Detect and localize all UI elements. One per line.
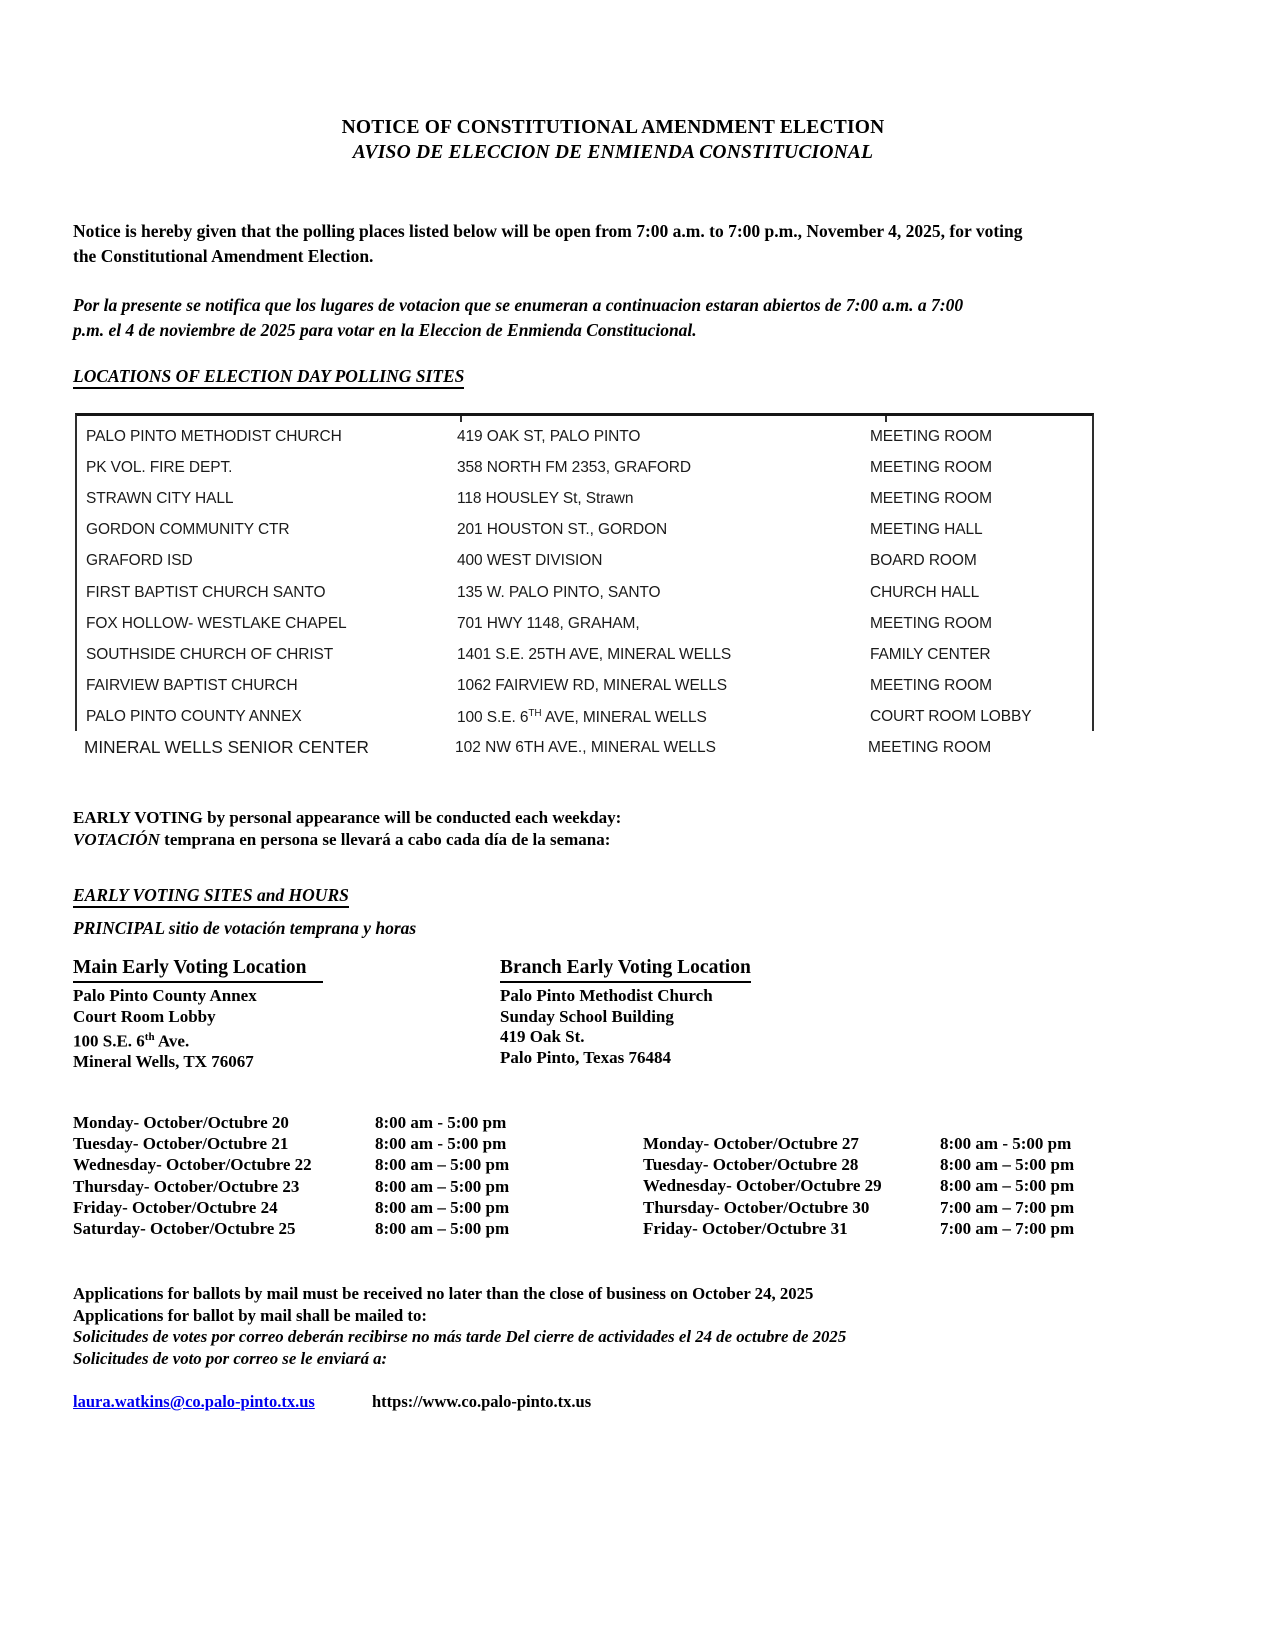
schedule-row bbox=[73, 1218, 593, 1239]
spanish-term: VOTACIÓN bbox=[73, 830, 160, 849]
room-cell: FAMILY CENTER bbox=[870, 645, 991, 663]
address-line: Palo Pinto County Annex bbox=[73, 986, 257, 1005]
address-cell: 1401 S.E. 25TH AVE, MINERAL WELLS bbox=[457, 645, 732, 663]
room-cell: MEETING HALL bbox=[870, 521, 983, 539]
address-line: Court Room Lobby bbox=[73, 1006, 216, 1026]
notice-paragraph-english bbox=[73, 219, 1213, 269]
polling-sites-table bbox=[75, 413, 1094, 731]
site-cell: GRAFORD ISD bbox=[86, 552, 193, 570]
schedule-row bbox=[73, 1133, 593, 1154]
early-voting-announcement bbox=[73, 807, 1173, 851]
site-cell: SOUTHSIDE CHURCH OF CHRIST bbox=[86, 645, 334, 663]
main-location-address bbox=[73, 986, 503, 1073]
room-cell: MEETING ROOM bbox=[870, 614, 992, 632]
branch-location-heading: Branch Early Voting Location bbox=[500, 956, 751, 983]
website-url: https://www.co.palo-pinto.tx.us bbox=[372, 1392, 592, 1411]
address-cell: 118 HOUSLEY St, Strawn bbox=[457, 489, 634, 507]
table-row bbox=[77, 515, 1092, 546]
schedule-day: Friday- October/Octubre 24 bbox=[73, 1197, 278, 1217]
schedule-day: Wednesday- October/Octubre 22 bbox=[73, 1155, 312, 1175]
schedule-row bbox=[643, 1218, 1163, 1239]
email-link[interactable]: laura.watkins@co.palo-pinto.tx.us bbox=[73, 1392, 315, 1411]
site-cell: MINERAL WELLS SENIOR CENTER bbox=[84, 737, 369, 757]
schedule-hours: 7:00 am – 7:00 pm bbox=[940, 1197, 1075, 1217]
site-cell: FIRST BAPTIST CHURCH SANTO bbox=[86, 583, 326, 601]
polling-sites-rows bbox=[77, 416, 1092, 733]
schedule-day: Saturday- October/Octubre 25 bbox=[73, 1219, 296, 1239]
text-line bbox=[73, 829, 1173, 851]
table-row bbox=[77, 608, 1092, 639]
table-row bbox=[77, 421, 1092, 452]
site-cell: PALO PINTO METHODIST CHURCH bbox=[86, 427, 342, 445]
schedule-hours: 7:00 am – 7:00 pm bbox=[940, 1218, 1075, 1238]
schedule-row bbox=[73, 1176, 593, 1197]
table-row bbox=[77, 671, 1092, 702]
site-cell: PALO PINTO COUNTY ANNEX bbox=[86, 708, 302, 726]
room-cell: MEETING ROOM bbox=[870, 458, 992, 476]
schedule-hours: 8:00 am - 5:00 pm bbox=[375, 1134, 507, 1154]
locations-heading: LOCATIONS OF ELECTION DAY POLLING SITES bbox=[73, 365, 464, 388]
table-row-overflow bbox=[75, 733, 1090, 762]
schedule-day: Monday- October/Octubre 27 bbox=[643, 1134, 859, 1153]
mail-ballot-instructions bbox=[73, 1283, 1213, 1369]
early-voting-sites-heading: EARLY VOTING SITES and HOURS bbox=[73, 884, 349, 906]
table-row bbox=[77, 546, 1092, 577]
address-line: Palo Pinto Methodist Church bbox=[500, 986, 713, 1005]
address-line: Mineral Wells, TX 76067 bbox=[73, 1052, 254, 1072]
schedule-day: Friday- October/Octubre 31 bbox=[643, 1218, 848, 1238]
schedule-hours: 8:00 am – 5:00 pm bbox=[940, 1176, 1075, 1196]
schedule-hours: 8:00 am – 5:00 pm bbox=[940, 1155, 1075, 1175]
schedule-hours: 8:00 am – 5:00 pm bbox=[375, 1155, 510, 1175]
schedule-row bbox=[643, 1197, 1163, 1218]
site-cell: PK VOL. FIRE DEPT. bbox=[86, 458, 233, 476]
schedule-row bbox=[73, 1154, 593, 1175]
notice-paragraph-spanish bbox=[73, 293, 1213, 343]
address-cell: 201 HOUSTON ST., GORDON bbox=[457, 521, 668, 539]
room-cell: COURT ROOM LOBBY bbox=[870, 708, 1032, 726]
text-line: the Constitutional Amendment Election. bbox=[73, 246, 374, 266]
schedule-row bbox=[643, 1133, 1163, 1154]
text-line: EARLY VOTING by personal appearance will be conducted each weekday: bbox=[73, 808, 622, 827]
room-cell: CHURCH HALL bbox=[870, 583, 980, 601]
site-cell: FAIRVIEW BAPTIST CHURCH bbox=[86, 677, 298, 695]
address-cell: 419 OAK ST, PALO PINTO bbox=[457, 427, 641, 445]
title-spanish: AVISO DE ELECCION DE ENMIENDA CONSTITUCIONAL bbox=[352, 142, 874, 163]
title-english: NOTICE OF CONSTITUTIONAL AMENDMENT ELECTION bbox=[341, 117, 885, 138]
site-cell: STRAWN CITY HALL bbox=[86, 489, 234, 507]
text-line: Solicitudes de voto por correo se le enviará a: bbox=[73, 1348, 388, 1368]
address-cell: 135 W. PALO PINTO, SANTO bbox=[457, 583, 661, 601]
table-row bbox=[77, 702, 1092, 733]
ordinal-superscript: TH bbox=[528, 707, 542, 719]
schedule-day: Thursday- October/Octubre 30 bbox=[643, 1197, 870, 1217]
schedule-hours: 8:00 am – 5:00 pm bbox=[375, 1176, 510, 1196]
address-cell: 102 NW 6TH AVE., MINERAL WELLS bbox=[455, 738, 716, 756]
early-voting-sites-subheading: PRINCIPAL sitio de votación temprana y horas bbox=[73, 918, 417, 938]
schedule-day: Wednesday- October/Octubre 29 bbox=[643, 1176, 882, 1196]
room-cell: MEETING ROOM bbox=[870, 677, 992, 695]
schedule-hours: 8:00 am – 5:00 pm bbox=[375, 1197, 510, 1217]
schedule-day: Thursday- October/Octubre 23 bbox=[73, 1176, 300, 1196]
address-line: 100 S.E. 6th Ave. bbox=[73, 1031, 190, 1051]
text-line: Por la presente se notifica que los lugares de votacion que se enumeran a continuacion estaran abiertos de 7:00 a.m. a 7:00 bbox=[73, 295, 964, 315]
address-cell: 100 S.E. 6TH AVE, MINERAL WELLS bbox=[457, 707, 707, 726]
branch-location-address bbox=[500, 986, 930, 1068]
room-cell: MEETING ROOM bbox=[870, 489, 992, 507]
table-row bbox=[77, 577, 1092, 608]
address-line: 419 Oak St. bbox=[500, 1027, 585, 1047]
site-cell: FOX HOLLOW- WESTLAKE CHAPEL bbox=[86, 614, 347, 632]
text-line: Applications for ballot by mail shall be mailed to: bbox=[73, 1305, 427, 1325]
address-line: Sunday School Building bbox=[500, 1006, 674, 1026]
schedule-day: Tuesday- October/Octubre 21 bbox=[73, 1134, 289, 1154]
address-cell: 358 NORTH FM 2353, GRAFORD bbox=[457, 458, 691, 476]
schedule-row bbox=[73, 1112, 593, 1133]
contact-line bbox=[73, 1391, 873, 1413]
schedule-hours: 8:00 am - 5:00 pm bbox=[375, 1113, 507, 1132]
branch-early-voting-location bbox=[500, 956, 930, 1068]
table-row bbox=[77, 483, 1092, 514]
document-title bbox=[73, 115, 1153, 165]
schedule-hours: 8:00 am – 5:00 pm bbox=[375, 1219, 510, 1239]
text-segment: temprana en persona se llevará a cabo cada día de la semana: bbox=[159, 830, 611, 849]
early-voting-schedule-week2 bbox=[643, 1133, 1163, 1239]
ordinal-superscript: th bbox=[144, 1031, 155, 1044]
text-line: Notice is hereby given that the polling places listed below will be open from 7:00 a.m. to 7:00 p.m., November 4, 2025, for voting bbox=[73, 221, 1023, 241]
main-early-voting-location bbox=[73, 956, 503, 1073]
text-line: Applications for ballots by mail must be received no later than the close of business on October 24, 2025 bbox=[73, 1284, 814, 1303]
site-cell: GORDON COMMUNITY CTR bbox=[86, 521, 290, 539]
address-cell: 701 HWY 1148, GRAHAM, bbox=[457, 614, 640, 632]
address-line: Palo Pinto, Texas 76484 bbox=[500, 1047, 671, 1067]
text-line: p.m. el 4 de noviembre de 2025 para votar en la Eleccion de Enmienda Constitucional. bbox=[73, 320, 697, 340]
room-cell: BOARD ROOM bbox=[870, 552, 977, 570]
early-voting-schedule-week1 bbox=[73, 1112, 593, 1239]
table-row bbox=[77, 452, 1092, 483]
address-cell: 1062 FAIRVIEW RD, MINERAL WELLS bbox=[457, 677, 727, 695]
room-cell: MEETING ROOM bbox=[870, 427, 992, 445]
schedule-row bbox=[73, 1197, 593, 1218]
room-cell: MEETING ROOM bbox=[868, 738, 992, 756]
schedule-row bbox=[643, 1175, 1163, 1196]
schedule-day: Tuesday- October/Octubre 28 bbox=[643, 1155, 859, 1175]
main-location-heading: Main Early Voting Location bbox=[73, 956, 323, 983]
schedule-hours: 8:00 am - 5:00 pm bbox=[940, 1134, 1072, 1153]
table-row bbox=[77, 639, 1092, 670]
schedule-row bbox=[643, 1154, 1163, 1175]
address-cell: 400 WEST DIVISION bbox=[457, 552, 603, 570]
text-line: Solicitudes de votes por correo deberán recibirse no más tarde Del cierre de actividades el 24 de octubre de 2025 bbox=[73, 1327, 847, 1347]
schedule-day: Monday- October/Octubre 20 bbox=[73, 1113, 289, 1132]
